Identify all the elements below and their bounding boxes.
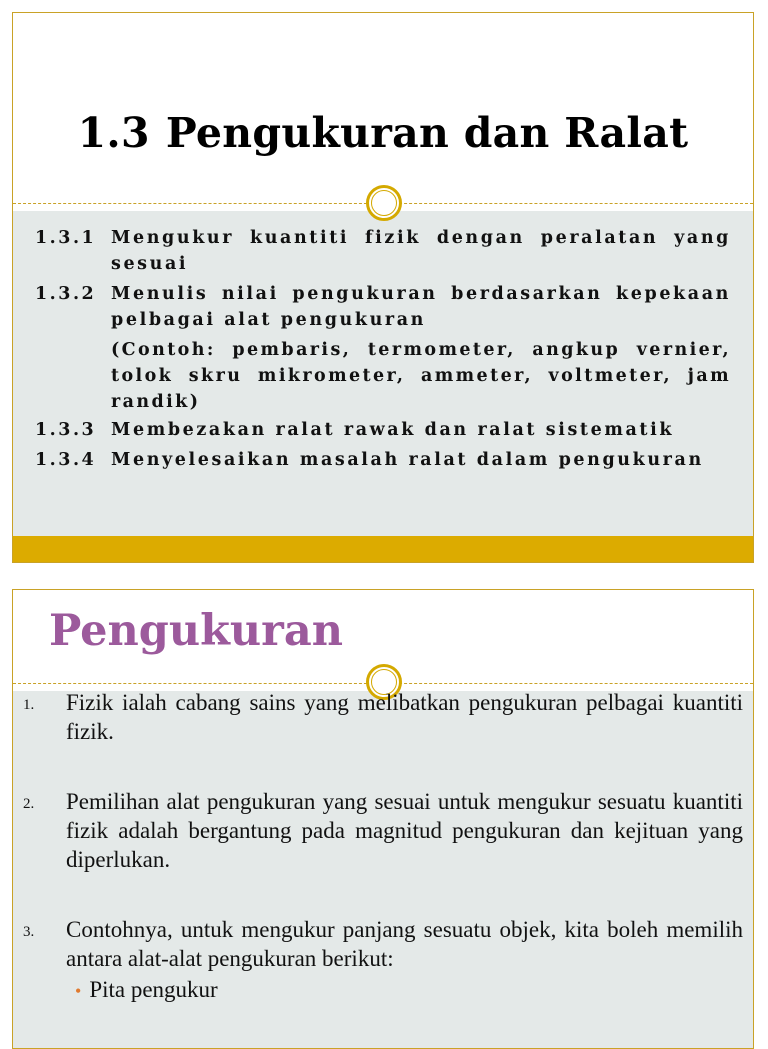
paragraph-item [23,688,743,746]
slide-2 [12,589,754,1049]
bullet-dot-icon: • [75,981,82,1001]
title-section-text: Pengukuran dan Ralat [165,109,689,157]
ring-ornament-icon [366,185,402,221]
objective-text: Menyelesaikan masalah ralat dalam pengukuran [111,450,704,470]
objective-number: 1.3.1 [35,228,97,248]
objective-item [35,225,731,277]
slide-1-title [13,109,753,157]
sub-list-item [75,975,743,1006]
gold-footer-bar [13,536,753,562]
objective-number: 1.3.4 [35,450,97,470]
sub-item-text: Pita pengukur [89,977,218,1002]
objective-text: Membezakan ralat rawak dan ralat sistematik [111,420,675,440]
objective-item [35,447,731,473]
objective-note: (Contoh: pembaris, termometer, angkup vernier, tolok skru mikrometer, ammeter, voltmeter, jam randik) [111,340,731,412]
paragraph-list [23,688,743,1006]
paragraph-item [23,787,743,874]
sub-list-container [23,975,743,1006]
objectives-list [35,225,731,473]
objective-item [35,281,731,333]
paragraph-text: Contohnya, untuk mengukur panjang sesuatu objek, kita boleh memilih antara alat-alat pengukuran berikut: [66,917,743,971]
title-section-number: 1.3 [77,109,150,157]
paragraph-number: 1. [23,697,35,713]
sub-list [23,975,743,1006]
objective-text: Mengukur kuantiti fizik dengan peralatan yang sesuai [111,228,731,274]
slide-1 [12,12,754,563]
paragraph-text: Pemilihan alat pengukuran yang sesuai untuk mengukur sesuatu kuantiti fizik adalah bergantung pada magnitud pengukuran dan kejituan yang diperlukan. [66,789,743,872]
objective-number: 1.3.2 [35,284,97,304]
paragraph-item [23,915,743,973]
paragraph-text: Fizik ialah cabang sains yang melibatkan pengukuran pelbagai kuantiti fizik. [66,690,743,744]
objective-text: Menulis nilai pengukuran berdasarkan kepekaan pelbagai alat pengukuran [111,284,731,330]
paragraph-number: 2. [23,796,35,812]
paragraph-number: 3. [23,924,35,940]
objective-number: 1.3.3 [35,420,97,440]
slide-2-title: Pengukuran [49,606,343,656]
objective-item [35,417,731,443]
slide-1-title-area [13,13,753,203]
